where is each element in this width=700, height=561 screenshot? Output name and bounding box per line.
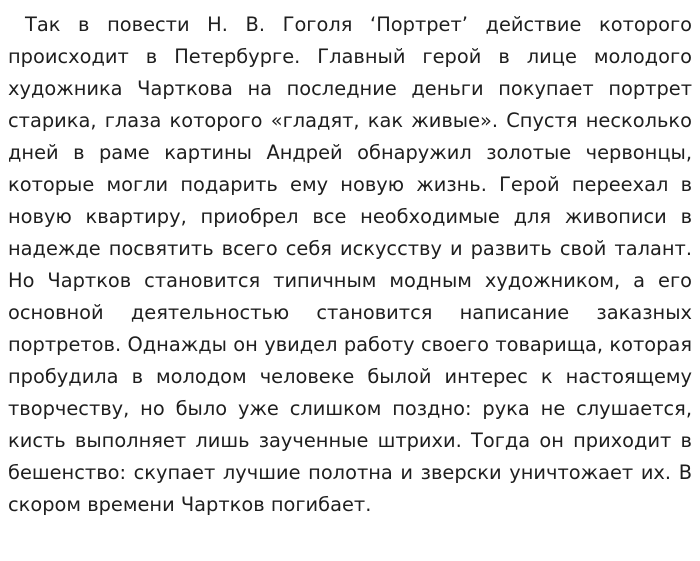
text-line-6: которые могли подарить ему новую жизнь. Герой переехал в <box>8 173 692 196</box>
text-line-14: кисть выполняет лишь заученные штрихи. Тогда он приходит в <box>8 429 692 452</box>
text-line-13: творчеству, но было уже слишком поздно: рука не слушается, <box>8 397 692 420</box>
text-line-16: скором времени Чартков погибает. <box>8 493 372 516</box>
text-line-15: бешенство: скупает лучшие полотна и зверски уничтожает их. В <box>8 461 692 484</box>
text-line-5: дней в раме картины Андрей обнаружил золотые червонцы, <box>8 141 692 164</box>
text-line-11: портретов. Однажды он увидел работу своего товарища, которая <box>8 333 692 356</box>
text-line-4: старика, глаза которого «гладят, как живые». Спустя несколько <box>8 109 692 132</box>
text-line-9: Но Чартков становится типичным модным художником, а его <box>8 269 692 292</box>
text-line-1: Так в повести Н. В. Гоголя ‘Портрет’ действие которого <box>25 13 692 36</box>
text-line-7: новую квартиру, приобрел все необходимые для живописи в <box>8 205 692 228</box>
text-line-2: происходит в Петербурге. Главный герой в лице молодого <box>8 45 692 68</box>
text-line-8: надежде посвятить всего себя искусству и развить свой талант. <box>8 237 692 260</box>
text-line-10: основной деятельностью становится написание заказных <box>8 301 692 324</box>
text-line-3: художника Чарткова на последние деньги покупает портрет <box>8 77 692 100</box>
paragraph <box>8 9 692 521</box>
text-line-12: пробудила в молодом человеке былой интерес к настоящему <box>8 365 692 388</box>
